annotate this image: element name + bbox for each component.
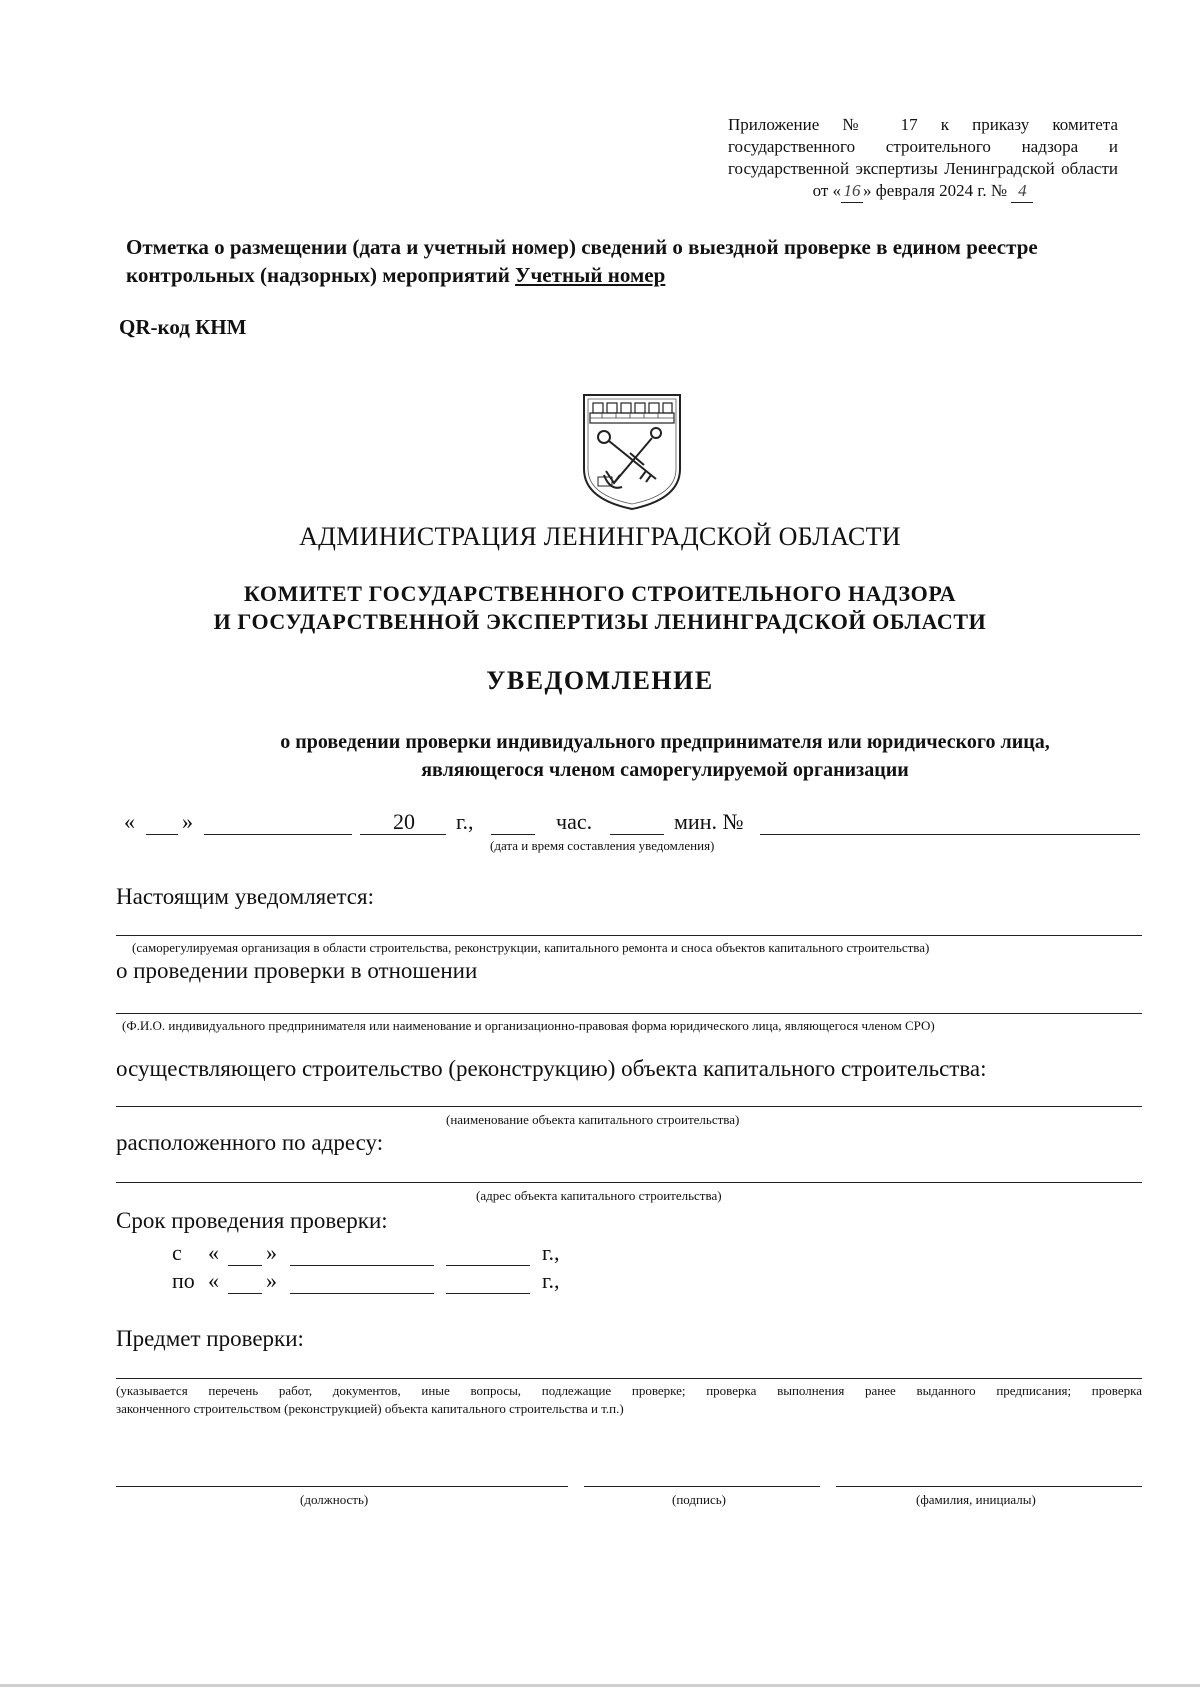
hours-line [491, 834, 535, 835]
constructing-label: осуществляющего строительство (реконструкцию) объекта капитального строительства: [116, 1056, 987, 1081]
registry-number-label: Учетный номер [515, 263, 666, 287]
year-prefix: 20 [393, 809, 415, 834]
to-label: по [172, 1268, 195, 1293]
registry-mark [126, 233, 1116, 289]
from-day-line [228, 1265, 262, 1266]
inspection-regarding-label: о проведении проверки в отношении [116, 958, 478, 983]
from-close-quote: » [266, 1240, 277, 1265]
annex-note [728, 114, 1118, 203]
from-open-quote: « [208, 1240, 219, 1265]
to-year-unit: г., [542, 1268, 560, 1293]
document-title: УВЕДОМЛЕНИЕ [486, 666, 714, 695]
committee-heading [0, 580, 1200, 636]
annex-text: Приложение № 17 к приказу комитета государственного строительного надзора и государственной экспертизы Ленинградской области от « [728, 115, 1118, 200]
year-suffix: г., [456, 809, 474, 834]
from-year-line [446, 1265, 530, 1266]
located-label: расположенного по адресу: [116, 1130, 384, 1155]
signature-caption: (подпись) [672, 1492, 726, 1507]
hours-label: час. [556, 809, 593, 834]
notified-label: Настоящим уведомляется: [116, 884, 374, 909]
annex-day: 16 [841, 180, 863, 203]
date-open-quote: « [124, 809, 135, 834]
subtitle-line-1: о проведении проверки индивидуального предпринимателя или юридического лица, [280, 731, 1050, 753]
minutes-label: мин. № [674, 809, 744, 834]
admin-heading: АДМИНИСТРАЦИЯ ЛЕНИНГРАДСКОЙ ОБЛАСТИ [299, 522, 901, 551]
subject-line [116, 1378, 1142, 1379]
annex-mid: » февраля 2024 г. № [863, 181, 1008, 200]
address-caption: (адрес объекта капитального строительства) [476, 1188, 722, 1203]
to-open-quote: « [208, 1268, 219, 1293]
signature-line [584, 1486, 820, 1487]
committee-line-2: И ГОСУДАРСТВЕННОЙ ЭКСПЕРТИЗЫ ЛЕНИНГРАДСКОЙ ОБЛАСТИ [213, 609, 987, 634]
document-subtitle [170, 728, 1160, 784]
registry-mark-text: Отметка о размещении (дата и учетный номер) сведений о выездной проверке в едином реестре контрольных (надзорных) мероприятий [126, 235, 1038, 287]
coat-of-arms-icon [580, 391, 684, 513]
entity-line [116, 1013, 1142, 1014]
to-day-line [228, 1293, 262, 1294]
committee-line-1: КОМИТЕТ ГОСУДАРСТВЕННОГО СТРОИТЕЛЬНОГО НАДЗОРА [243, 581, 957, 606]
subject-caption [116, 1382, 1142, 1418]
scan-edge [0, 1684, 1200, 1687]
name-caption: (фамилия, инициалы) [916, 1492, 1036, 1507]
from-label: с [172, 1240, 182, 1265]
annex-number: 4 [1011, 180, 1033, 203]
address-line [116, 1182, 1142, 1183]
period-label: Срок проведения проверки: [116, 1208, 388, 1233]
to-month-line [290, 1293, 434, 1294]
subtitle-line-2: являющегося членом саморегулируемой организации [421, 759, 909, 781]
position-line [116, 1486, 568, 1487]
minutes-line [610, 834, 664, 835]
sro-line [116, 935, 1142, 936]
qr-label: QR-код КНМ [119, 315, 247, 339]
date-close-quote: » [182, 809, 193, 834]
sro-caption: (саморегулируемая организация в области строительства, реконструкции, капитального ремонта и сноса объектов капитального строительства) [132, 940, 930, 955]
to-year-line [446, 1293, 530, 1294]
number-line [760, 834, 1140, 835]
object-caption: (наименование объекта капитального строительства) [446, 1112, 740, 1127]
position-caption: (должность) [300, 1492, 369, 1507]
subject-caption-line-1: (указывается перечень работ, документов, иные вопросы, подлежащие проверке; проверка выполнения ранее выданного предписания; проверка [116, 1383, 1142, 1398]
subject-caption-line-2: законченного строительством (реконструкцией) объекта капитального строительства и т.п.) [116, 1401, 624, 1416]
entity-caption: (Ф.И.О. индивидуального предпринимателя или наименование и организационно-правовая форма юридического лица, являющегося членом СРО) [122, 1018, 935, 1033]
to-close-quote: » [266, 1268, 277, 1293]
object-line [116, 1106, 1142, 1107]
day-line [146, 834, 178, 835]
date-caption: (дата и время составления уведомления) [490, 838, 715, 853]
subject-label: Предмет проверки: [116, 1326, 304, 1351]
from-year-unit: г., [542, 1240, 560, 1265]
name-line [836, 1486, 1142, 1487]
from-month-line [290, 1265, 434, 1266]
month-line [204, 834, 352, 835]
